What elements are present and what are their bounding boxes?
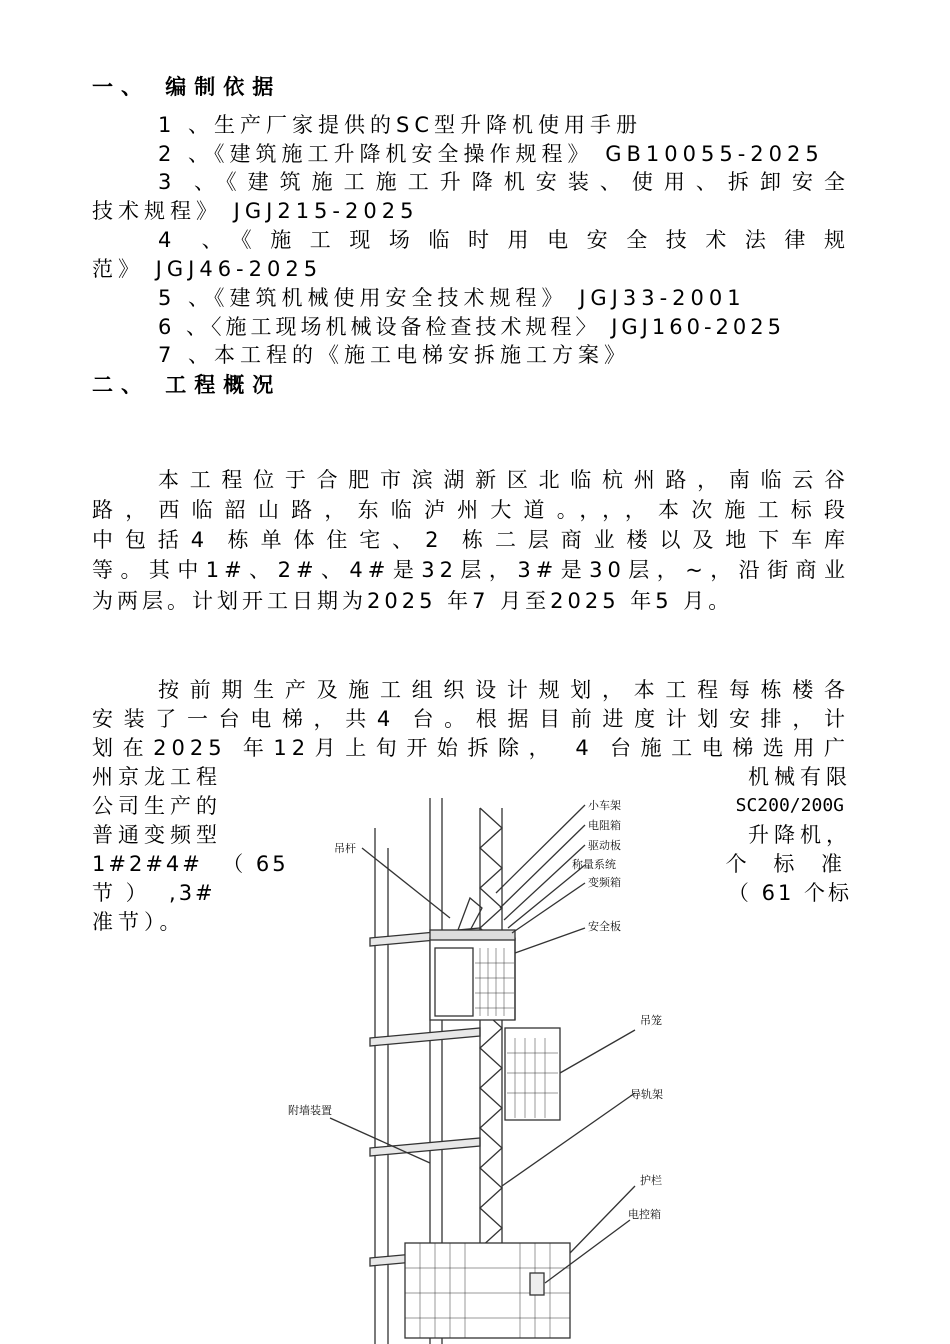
basis-item-4-cont: 范》 JGJ46-2025 xyxy=(92,257,323,281)
overview-para2-line1: 按前期生产及施工组织设计规划，本工程每栋楼各 xyxy=(158,678,850,702)
wrap-right-4: 个 标 准 xyxy=(725,852,852,876)
label-trolley-frame: 小车架 xyxy=(588,799,621,812)
label-drive-plate: 驱动板 xyxy=(588,839,621,852)
basis-item-5: 5 、《建筑机械使用安全技术规程》 JGJ33-2001 xyxy=(158,286,746,310)
wrap-right-3: 升降机， xyxy=(748,823,852,847)
basis-item-3: 3 、《建筑施工施工升降机安装、使用、拆卸安全 xyxy=(158,170,850,194)
basis-item-4: 4 、《施工现场临时用电安全技术法律规 xyxy=(158,228,850,252)
overview-para1-line4: 等。其中1#、2#、4#是32层，3#是30层，~，沿街商业 xyxy=(92,558,850,582)
label-boom: 吊杆 xyxy=(334,842,356,855)
wrap-right-5: （ 61 个标 xyxy=(727,881,852,905)
construction-elevator-diagram xyxy=(270,788,670,1344)
label-guide-rail-frame: 导轨架 xyxy=(630,1088,663,1101)
wrap-right-2: SC200/200G xyxy=(735,795,844,816)
wrap-left-5: 节 ） ,3# xyxy=(92,881,216,905)
overview-para1-line1: 本工程位于合肥市滨湖新区北临杭州路，南临云谷 xyxy=(158,468,850,492)
label-resistor-box: 电阻箱 xyxy=(588,819,621,832)
wrap-left-2: 公司生产的 xyxy=(92,794,222,818)
section1-title: 一、 编制依据 xyxy=(92,75,282,99)
wrap-right-1: 机械有限 xyxy=(748,765,852,789)
overview-para1-line2: 路，西临韶山路，东临泸州大道。，，，本次施工标段 xyxy=(92,498,850,522)
overview-para2-line3: 划在2025 年12月上旬开始拆除， 4 台施工电梯选用广 xyxy=(92,736,850,760)
basis-item-2: 2 、《建筑施工升降机安全操作规程》 GB10055-2025 xyxy=(158,142,824,166)
wrap-left-1: 州京龙工程 xyxy=(92,765,222,789)
wrap-left-3: 普通变频型 xyxy=(92,823,222,847)
label-weighing-system: 称量系统 xyxy=(572,858,616,871)
label-control-box: 电控箱 xyxy=(628,1208,661,1221)
label-fence: 护栏 xyxy=(640,1174,662,1187)
wrap-left-4: 1#2#4# （ 65 xyxy=(92,852,289,876)
basis-item-6: 6 、〈施工现场机械设备检查技术规程〉 JGJ160-2025 xyxy=(158,315,785,339)
overview-para1-line5: 为两层。计划开工日期为2025 年7 月至2025 年5 月。 xyxy=(92,589,734,613)
section2-title: 二、 工程概况 xyxy=(92,373,282,397)
label-wall-tie: 附墙装置 xyxy=(288,1104,332,1117)
label-inverter-box: 变频箱 xyxy=(588,876,621,889)
wrap-left-6: 准节）。 xyxy=(92,910,186,934)
label-safety-plate: 安全板 xyxy=(588,920,621,933)
overview-para2-line2: 安装了一台电梯，共4 台。根据目前进度计划安排，计 xyxy=(92,707,850,731)
label-cage: 吊笼 xyxy=(640,1014,662,1027)
basis-item-7: 7 、本工程的《施工电梯安拆施工方案》 xyxy=(158,343,631,367)
basis-item-1: 1 、生产厂家提供的SC型升降机使用手册 xyxy=(158,113,643,137)
basis-item-3-cont: 技术规程》 JGJ215-2025 xyxy=(92,199,419,223)
overview-para1-line3: 中包括4 栋单体住宅、2 栋二层商业楼以及地下车库 xyxy=(92,528,850,552)
